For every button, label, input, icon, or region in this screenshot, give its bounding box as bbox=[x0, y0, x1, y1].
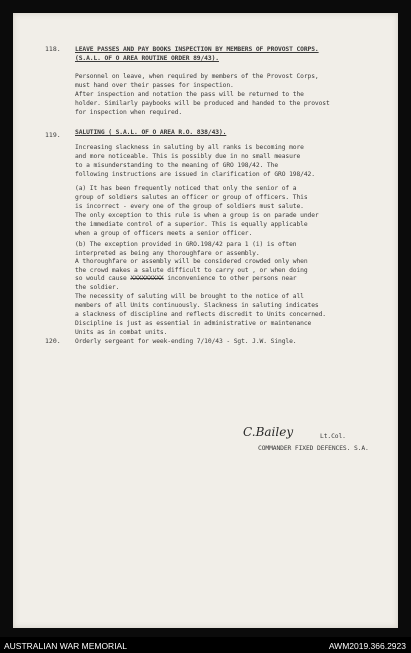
item-118-heading-line1: LEAVE PASSES AND PAY BOOKS INSPECTION BY MEMBERS OF PROVOST CORPS. bbox=[75, 46, 319, 53]
item-number-118: 118. bbox=[45, 45, 61, 53]
archive-footer bbox=[0, 637, 411, 653]
item-118-para-line: for inspection when required. bbox=[75, 109, 183, 116]
b-line-post: inconvenience to other persons near bbox=[163, 275, 297, 282]
b-line-pre: so would cause bbox=[75, 275, 131, 282]
handwritten-signature: C.Bailey bbox=[243, 425, 294, 439]
item-number-120: 120. bbox=[45, 337, 61, 345]
item-119-b-line: (b) The exception provided in GRO.198/42 para 1 (i) is often bbox=[75, 241, 297, 248]
signature-rank: Lt.Col. bbox=[320, 433, 346, 440]
item-119-c-line: The necessity of saluting will be brought to the notice of all bbox=[75, 293, 304, 300]
item-119-c-line: a slackness of discipline and reflects discredit to Units concerned. bbox=[75, 311, 326, 318]
item-119-b-line: the soldier. bbox=[75, 283, 120, 291]
item-119-a-line: (a) It has been frequently noticed that only the senior of a bbox=[75, 185, 297, 192]
item-119-c-line: Units as in combat units. bbox=[75, 329, 168, 336]
item-118-heading-line2: (S.A.L. OF O AREA ROUTINE ORDER 89/43). bbox=[75, 55, 219, 62]
item-119-a-line: The only exception to this rule is when a group is on parade under bbox=[75, 212, 319, 219]
item-119-a-line: group of soldiers salutes an officer or group of officers. This bbox=[75, 194, 308, 201]
item-118-para-line: must hand over their passes for inspection. bbox=[75, 82, 234, 89]
item-119-intro-line: following instructions are issued in clarification of GRO 198/42. bbox=[75, 171, 315, 178]
footer-accession-number: AWM2019.366.2923 bbox=[328, 641, 406, 651]
signature-title: COMMANDER FIXED DEFENCES. S.A. bbox=[258, 445, 369, 452]
struck-out-word: XXXXXXXXX bbox=[130, 275, 164, 282]
item-119-intro-line: Increasing slackness in saluting by all ranks is becoming more bbox=[75, 144, 304, 151]
item-119-a-line: is incorrect - every one of the group of soldiers must salute. bbox=[75, 203, 304, 210]
item-119-intro-line: to a misunderstanding to the meaning of GRO 198/42. The bbox=[75, 162, 279, 169]
footer-institution: AUSTRALIAN WAR MEMORIAL bbox=[4, 641, 127, 651]
item-number-119: 119. bbox=[45, 131, 61, 139]
item-119-c-line: members of all Units continuously. Slackness in saluting indicates bbox=[75, 302, 319, 309]
item-119-heading: SALUTING ( S.A.L. OF O AREA R.O. 838/43). bbox=[75, 129, 227, 136]
item-119-c-line: Discipline is just as essential in administrative or maintenance bbox=[75, 320, 312, 327]
item-119-a-line: the immediate control of a superior. This is equally applicable bbox=[75, 221, 308, 228]
item-118-para-line: holder. Similarly paybooks will be produced and handed to the provost bbox=[75, 100, 330, 107]
item-118-para-line: Personnel on leave, when required by members of the Provost Corps, bbox=[75, 73, 319, 80]
item-119-intro-line: and more noticeable. This is possibly due in no small measure bbox=[75, 153, 301, 160]
item-120-text: Orderly sergeant for week-ending 7/10/43 - Sgt. J.W. Single. bbox=[75, 338, 297, 345]
item-119-a-line: when a group of officers meets a senior officer. bbox=[75, 230, 253, 237]
item-119-b-line: the crowd makes a salute difficult to carry out , or when doing bbox=[75, 266, 308, 274]
item-118-para-line: After inspection and notation the pass will be returned to the bbox=[75, 91, 304, 98]
item-119-b-line: interpreted as being any thoroughfare or assembly. bbox=[75, 249, 260, 257]
item-119-b-line: A thoroughfare or assembly will be considered crowded only when bbox=[75, 258, 308, 265]
